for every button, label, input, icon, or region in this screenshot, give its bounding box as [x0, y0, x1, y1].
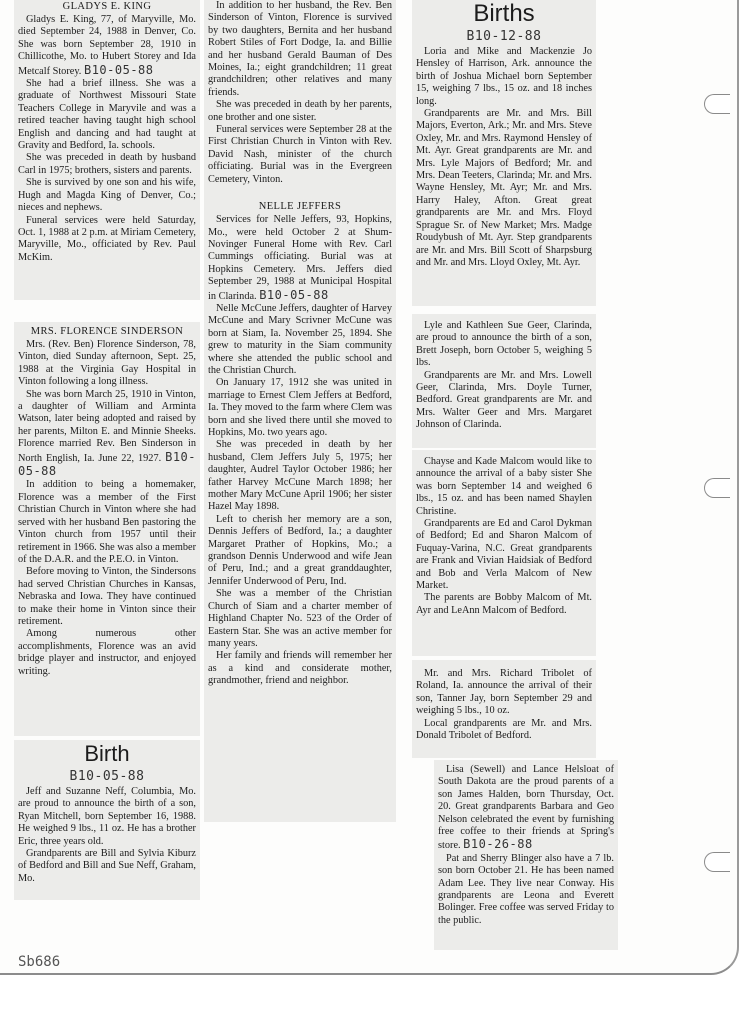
obituary-paragraph: She was a member of the Christian Church of Siam and a charter member of Highland Chapter No. 523 of the Order of Eastern Star. She was an active member for many years.	[208, 588, 392, 649]
obituary-paragraph: In addition to her husband, the Rev. Ben Sinderson of Vinton, Florence is survived by two daughters, Bernita and her husband Robert Stiles of Fort Dodge, Ia. and Billie and her husband Gerald Bauman of Des Moines, Ia.; eight grandchildren; 11 great grandchildren; other relatives and many friends.	[208, 0, 392, 98]
birth-announcement-helsloot-bolinger	[434, 760, 618, 950]
obituary-paragraph: Services for Nelle Jeffers, 93, Hopkins, Mo., were held October 2 at Shum-Novinger Funeral Home with Rev. Carl Cummings officiating. Burial was at Hopkins Cemetery. Mrs. Jeffers died September 29, 1988 at Municipal Hospital in Clarinda. B10-05-88	[208, 214, 392, 302]
birth-paragraph: Grandparents are Bill and Sylvia Kiburz of Bedford and Bill and Sue Neff, Graham, Mo.	[18, 848, 196, 884]
birth-paragraph: Grandparents are Mr. and Mrs. Bill Majors, Everton, Ark.; Mr. and Mrs. Steve Oxley, Mr. and Mrs. Raymond Hensley of Mt. Ayr. Great grandparents are Mr. and Mrs. Lyle Majors of Bedford; Mr. and Mrs. Dean Teeters, Clarinda; Mr. and Mrs. Wayne Hensley, Mt. Ayr; Mr. and Mrs. Harry Haley, Afton. Great great grandparents are Mr. and Mrs. Floyd Sprague Sr. of New Market; Mrs. Madge Roudybush of Mt. Ayr. Step grandparents are Mr. and Mrs. Bill Scott of Sharpsburg and Mr. and Mrs. Lloyd Oxley, Mt. Ayr.	[416, 108, 592, 268]
obituary-paragraph: She had a brief illness. She was a graduate of Northwest Missouri State Teachers College in Maryvile and was a retired teacher having taught high school English and dancing and had taught at Gravity and Bedford, Ia. schools.	[18, 78, 196, 152]
obituary-paragraph: Mrs. (Rev. Ben) Florence Sinderson, 78, Vinton, died Sunday afternoon, Sept. 25, 1988 at the Virginia Gay Hospital in Vinton following a long illness.	[18, 339, 196, 388]
obituary-paragraph: She was preceded in death by husband Carl in 1975; brothers, sisters and parents.	[18, 152, 196, 176]
obituary-column-middle	[204, 0, 396, 822]
page-number-stamp: Sb686	[18, 954, 61, 970]
handwritten-date-note: B10-05-88	[18, 449, 197, 479]
obituary-paragraph: She was preceded in death by her husband, Clem Jeffers July 5, 1975; her daughter, Audrel Taylor October 1986; her father Harvey McCune March 1898; her mother Mary McCune April 1906; her sister Hazel May 1898.	[208, 439, 392, 513]
birth-paragraph: Jeff and Suzanne Neff, Columbia, Mo. are proud to announce the birth of a son, Ryan Mitchell, born September 16, 1988. He weighed 9 lbs., 11 oz. He has a brother Eric, three years old.	[18, 786, 196, 847]
obituary-paragraph: Left to cherish her memory are a son, Dennis Jeffers of Bedford, Ia.; a daughter Margaret Prather of Hopkins, Mo.; a grandson Dennis Underwood and wife Jean of Peru, Ind.; and a great granddaughter, Jennifer Underwood of Peru, Ind.	[208, 513, 392, 587]
obituary-paragraph: She is survived by one son and his wife, Hugh and Magda King of Denver, Co.; nieces and nephews.	[18, 177, 196, 214]
birth-paragraph: Chayse and Kade Malcom would like to announce the arrival of a baby sister She was born September 14 and weighed 6 lbs., 15 oz. and has been named Shaylen Christine.	[416, 456, 592, 517]
obituary-paragraph: Funeral services were September 28 at the First Christian Church in Vinton with Rev. David Nash, minister of the church officiating. Burial was in the Evergreen Cemetery, Vinton.	[208, 124, 392, 185]
birth-paragraph: Loria and Mike and Mackenzie Jo Hensley of Harrison, Ark. announce the birth of Joshua Michael born September 15, weighing 7 lbs., 15 oz. and 18 inches long.	[416, 46, 592, 107]
births-heading: Births	[473, 0, 535, 27]
birth-paragraph: Lyle and Kathleen Sue Geer, Clarinda, are proud to announce the birth of a son, Brett Joseph, born October 5, weighing 5 lbs.	[416, 320, 592, 369]
obituary-heading: GLADYS E. KING	[62, 1, 152, 12]
obituary-heading: NELLE JEFFERS	[258, 201, 342, 213]
birth-announcement-neff	[14, 740, 200, 900]
obituary-paragraph: Before moving to Vinton, the Sindersons had served Christian Churches in Kansas, Nebraska and Iowa. They have continued to make their home in Vinton since their retirement.	[18, 566, 196, 627]
birth-paragraph: Lisa (Sewell) and Lance Helsloat of South Dakota are the proud parents of a son James Halden, born Thursday, Oct. 20. Great grandparents Barbara and Geo Nelson celebrated the event by furnishing free coffee to their friends at Spring's store. B10-26-88	[438, 764, 614, 852]
birth-heading: Birth	[84, 741, 130, 766]
obituary-paragraph: Among numerous other accomplishments, Florence was an avid bridge player and instructor, and enjoyed writing.	[18, 628, 196, 677]
birth-paragraph: Grandparents are Mr. and Mrs. Lowell Geer, Clarinda, Mrs. Doyle Turner, Bedford. Great grandparents are Mr. and Mrs. Walter Geer and Mrs. Margaret Johnson of Clarinda.	[416, 369, 592, 431]
obituary-paragraph: Gladys E. King, 77, of Maryville, Mo. died September 24, 1988 in Denver, Co. She was born September 28, 1910 in Chillicothe, Mo. to Hubert Storey and Ida Metcalf Storey. B10-05-88	[18, 14, 196, 77]
birth-announcement-malcom	[412, 450, 596, 656]
obituary-paragraph: In addition to being a homemaker, Florence was a member of the First Christian Church in Vinton where she had served with her husband Ben pastoring the Vinton church from 1957 until their retirement in 1966. She was also a member of the D.A.R. and the P.E.O. in Vinton.	[18, 479, 196, 565]
birth-paragraph: Pat and Sherry Blinger also have a 7 lb. son born October 21. He has been named Adam Lee. They live near Conway. His grandparents are Leona and Everett Bolinger. Free coffee was served Friday to the public.	[438, 852, 614, 926]
binder-hole	[704, 478, 730, 498]
birth-paragraph: The parents are Bobby Malcom of Mt. Ayr and LeAnn Malcom of Bedford.	[416, 592, 592, 616]
handwritten-date-note: B10-26-88	[463, 837, 533, 852]
obituary-florence-sinderson	[14, 322, 200, 736]
birth-announcement-geer	[412, 314, 596, 448]
handwritten-date-note: B10-05-88	[83, 62, 154, 77]
obituary-gladys-king	[14, 0, 200, 300]
obituary-paragraph: Funeral services were held Saturday, Oct. 1, 1988 at 2 p.m. at Miriam Cemetery, Maryville, Mo., officiated by Rev. Paul McKim.	[18, 214, 196, 263]
obituary-paragraph: On January 17, 1912 she was united in marriage to Ernest Clem Jeffers at Bedford, Ia. They moved to the farm where Clem was born and she lived there until she moved to Hopkins, Mo. two years ago.	[208, 377, 392, 438]
handwritten-date-note: B10-05-88	[259, 287, 329, 302]
obituary-heading: MRS. FLORENCE SINDERSON	[30, 326, 184, 337]
obituary-paragraph: Her family and friends will remember her as a kind and considerate mother, grandmother, friend and neighbor.	[208, 650, 392, 687]
binder-hole	[704, 852, 730, 872]
birth-announcement-hensley	[412, 0, 596, 306]
birth-paragraph: Mr. and Mrs. Richard Tribolet of Roland, Ia. announce the arrival of their son, Tanner Jay, born September 29 and weighing 5 lbs., 10 oz.	[416, 668, 592, 717]
birth-paragraph: Local grandparents are Mr. and Mrs. Donald Tribolet of Bedford.	[416, 717, 592, 742]
birth-announcement-tribolet	[412, 660, 596, 758]
handwritten-date-note: B10-12-88	[466, 29, 542, 44]
handwritten-date-note: B10-05-88	[69, 769, 145, 784]
binder-hole	[704, 94, 730, 114]
obituary-paragraph: Nelle McCune Jeffers, daughter of Harvey McCune and Mary Scrivner McCune was born at Siam, Ia. November 25, 1894. She grew to maturity in the Siam community where she attended the public school and the Christian Church.	[208, 302, 392, 376]
obituary-paragraph: She was preceded in death by her parents, one brother and one sister.	[208, 99, 392, 123]
birth-paragraph: Grandparents are Ed and Carol Dykman of Bedford; Ed and Sharon Malcom of Fuquay-Varina, N.C. Great grandparents are Frank and Vivian Haidsiak of Bedford and Bob and Verla Malcom of New Market.	[416, 518, 592, 592]
obituary-paragraph: She was born March 25, 1910 in Vinton, a daughter of William and Arminta Watson, later being adopted and raised by her parents, Milton E. and Minnie Sheeks. Florence married Rev. Ben Sinderson in North English, Ia. June 22, 1927. B10-05-88	[18, 388, 197, 479]
